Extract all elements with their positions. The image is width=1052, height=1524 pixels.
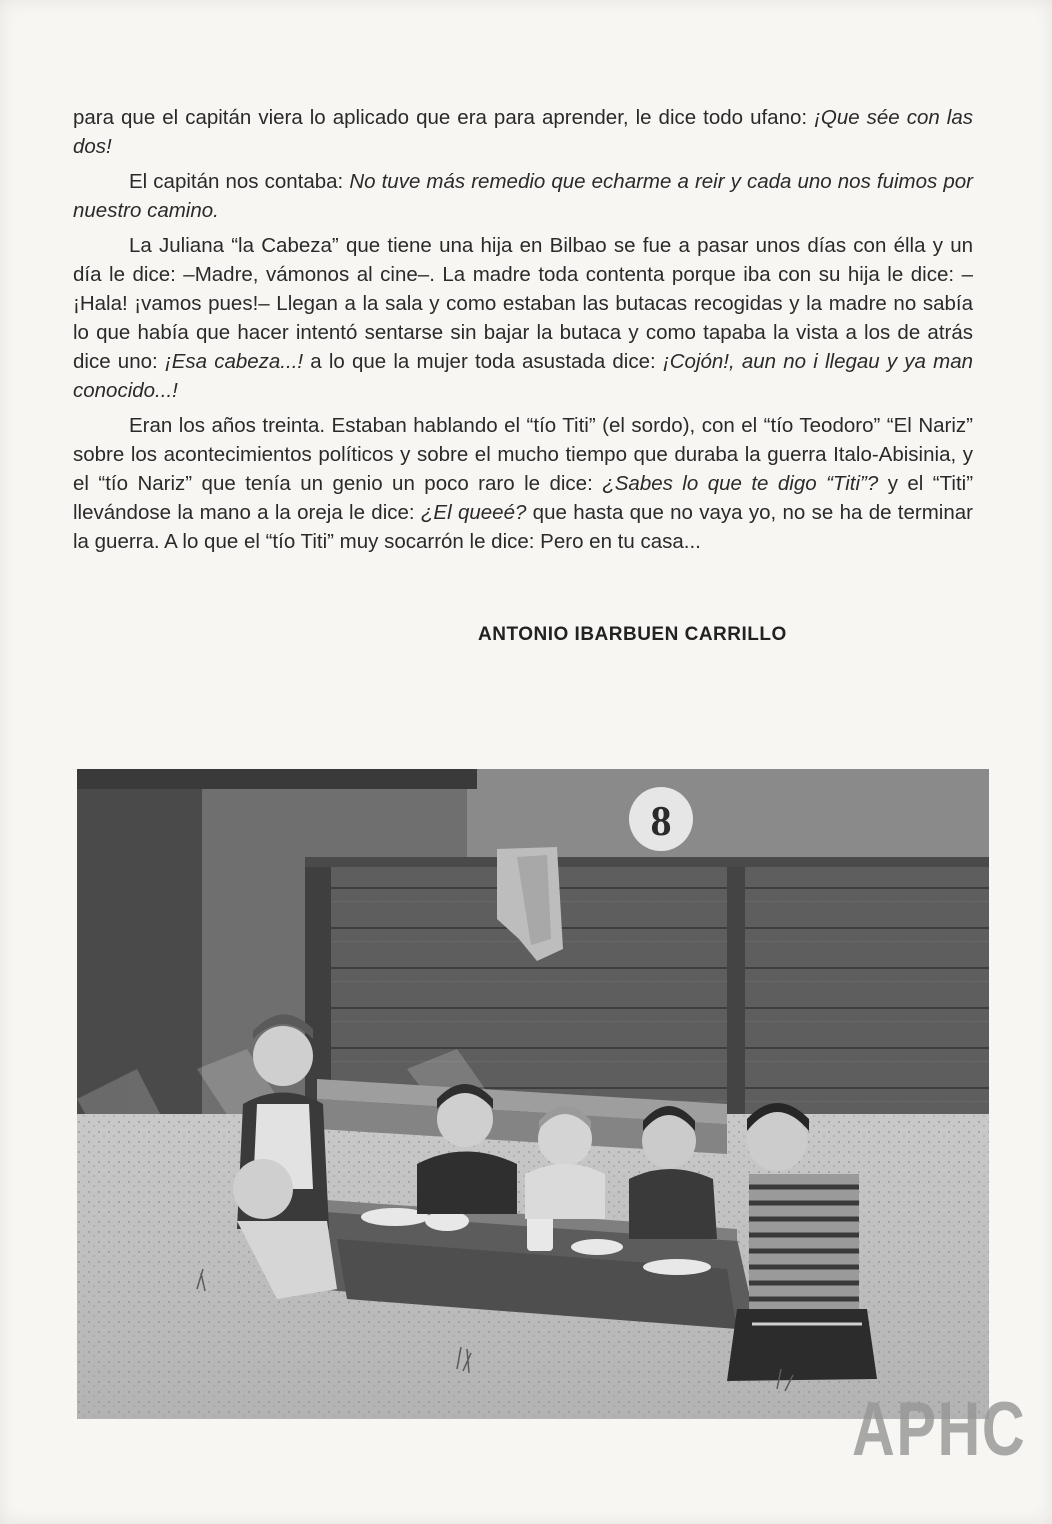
italic-quote: ¡Cojón!, aun no i llegau y ya man conocido...! [73,350,973,402]
svg-text:8: 8 [650,799,672,845]
aphc-watermark: APHC [852,1387,1027,1472]
number-sign [629,787,693,851]
children-eating-photograph [77,769,989,1419]
italic-quote: ¿Sabes lo que te digo “Titi”? [602,472,879,495]
author-signature: ANTONIO IBARBUEN CARRILLO [478,624,787,645]
italic-quote: No tuve más remedio que echarme a reir y cada uno nos fuimos por nuestro camino. [73,170,973,222]
paragraph [73,167,973,225]
paragraph [73,231,973,405]
text-segment: para que el capitán viera lo aplicado que era para aprender, le dice todo ufano: [73,106,815,129]
italic-quote: ¿El queeé? [420,501,527,524]
paragraph [73,411,973,556]
text-segment: y el “Titi” llevándose la mano a la oreja le dice: [73,472,974,524]
text-segment: que hasta que no vaya yo, no se ha de terminar la guerra. A lo que el “tío Titi” muy socarrón le dice: Pero en tu casa... [73,501,973,553]
text-segment: a lo que la mujer toda asustada dice: [303,350,663,373]
article-body [73,103,973,562]
italic-quote: ¡Esa cabeza...! [164,350,304,373]
text-segment: La Juliana “la Cabeza” que tiene una hija en Bilbao se fue a pasar unos días con élla y un día le dice: –Madre, vámonos al cine–. La madre toda contenta porque iba con su hija le dice: –¡Hala! ¡vamos pues!– Llegan a la sala y como estaban las butacas recogidas y la madre no sabía lo que había que hacer intentó sentarse sin bajar la butaca y como tapaba la vista a los de atrás dice uno: [73,234,973,373]
text-segment: El capitán nos contaba: [129,170,350,193]
text-segment: Eran los años treinta. Estaban hablando el “tío Titi” (el sordo), con el “tío Teodoro” “El Nariz” sobre los acontecimientos políticos y sobre el mucho tiempo que duraba la guerra Italo-Abisinia, y el “tío Nariz” que tenía un genio un poco raro le dice: [73,414,973,495]
paragraph [73,103,973,161]
italic-quote: ¡Que sée con las dos! [73,106,973,158]
